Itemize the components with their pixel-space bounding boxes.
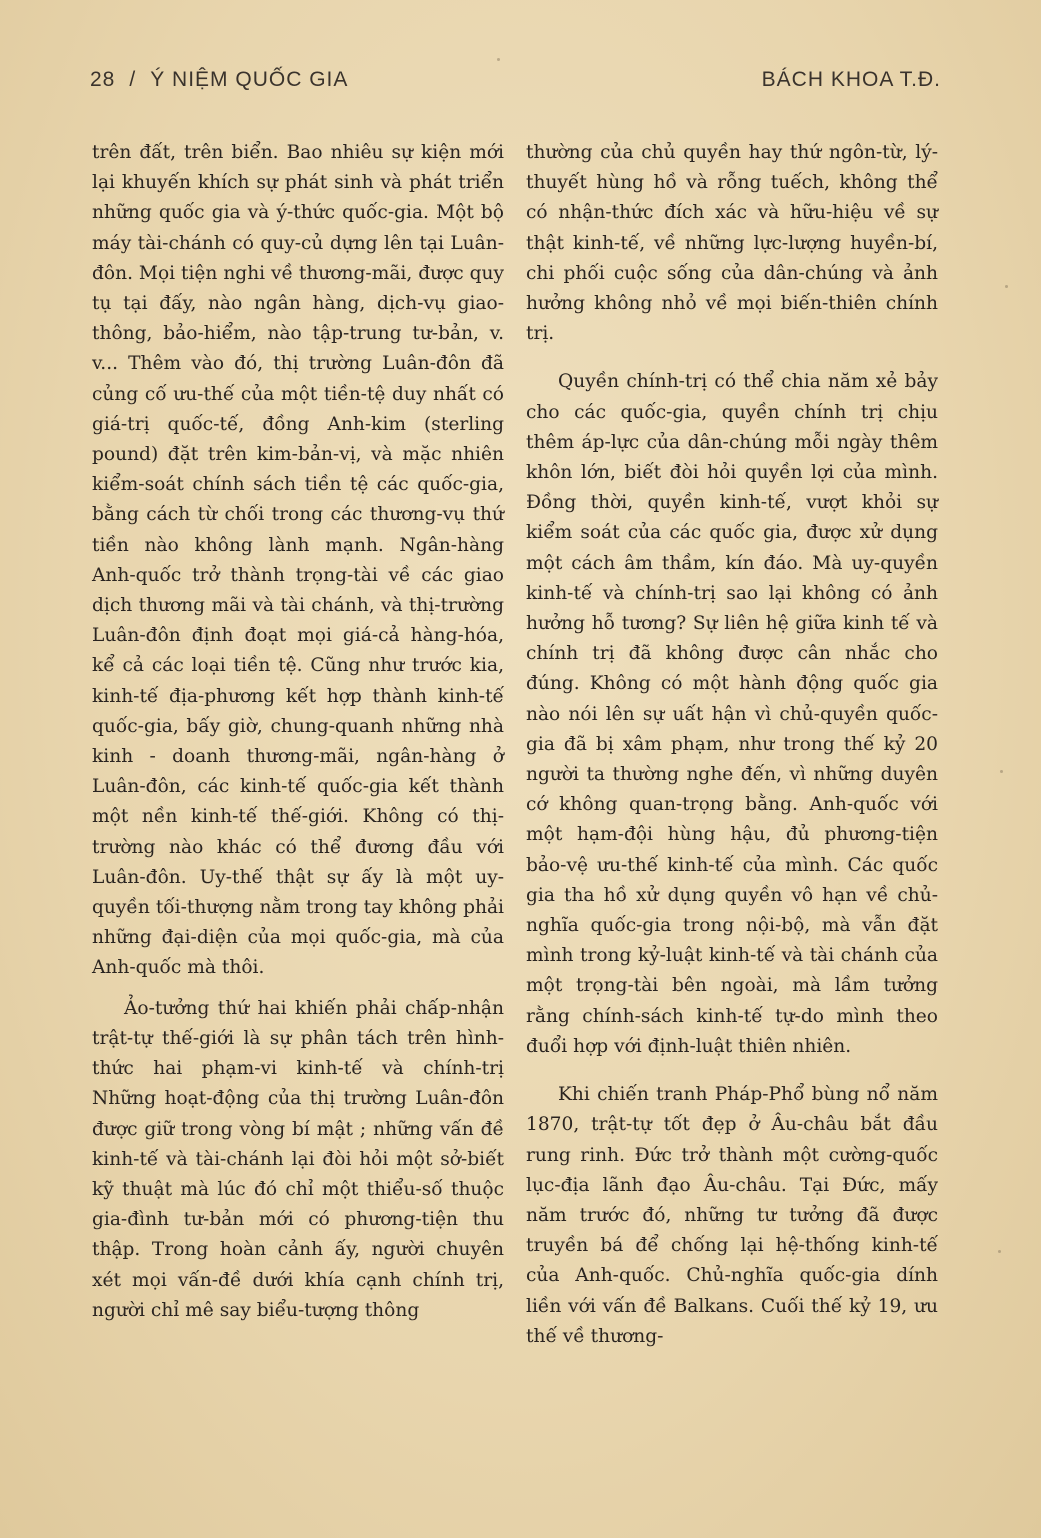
left-column	[92, 138, 504, 1326]
right-column	[526, 138, 938, 1352]
header-left	[90, 68, 348, 92]
paper-speck	[1005, 285, 1008, 288]
paragraph: trên đất, trên biển. Bao nhiêu sự kiện mới lại khuyến khích sự phát sinh và phát triển những quốc gia và ý-thức quốc-gia. Một bộ máy tài-chánh có quy-củ dựng lên tại Luân-đôn. Mọi tiện nghi về thương-mãi, được quy tụ tại đấy, nào ngân hàng, dịch-vụ giao-thông, bảo-hiểm, nào tập-trung tư-bản, v. v... Thêm vào đó, thị trường Luân-đôn đã củng cố ưu-thế của một tiền-tệ duy nhất có giá-trị quốc-tế, đồng Anh-kim (sterling pound) đặt trên kim-bản-vị, và mặc nhiên kiểm-soát chính sách tiền tệ các quốc-gia, bằng cách từ chối trong các thương-vụ thứ tiền nào không lành mạnh. Ngân-hàng Anh-quốc trở thành trọng-tài về các giao dịch thương mãi và tài chánh, và thị-trường Luân-đôn định đoạt mọi giá-cả hàng-hóa, kể cả các loại tiền tệ. Cũng như trước kia, kinh-tế địa-phương kết hợp thành kinh-tế quốc-gia, bấy giờ, chung-quanh những nhà kinh - doanh thương-mãi, ngân-hàng ở Luân-đôn, các kinh-tế quốc-gia kết thành một nền kinh-tế thế-giới. Không có thị-trường nào khác có thể đương đầu với Luân-đôn. Uy-thế thật sự ấy là một uy-quyền tối-thượng nằm trong tay không phải những đại-diện của mọi quốc-gia, mà của Anh-quốc mà thôi.	[92, 142, 504, 979]
paper-speck	[1000, 770, 1003, 773]
paragraph: Ảo-tưởng thứ hai khiến phải chấp-nhận trật-tự thế-giới là sự phân tách trên hình-thức hai phạm-vi kinh-tế và chính-trị Những hoạt-động của thị trường Luân-đôn được giữ trong vòng bí mật ; những vấn đề kinh-tế và tài-chánh lại đòi hỏi một sở-biết kỹ thuật mà lúc đó chỉ một thiểu-số thuộc gia-đình tư-bản mới có phương-tiện thu thập. Trong hoàn cảnh ấy, người chuyên xét mọi vấn-đề dưới khía cạnh chính trị, người chỉ mê say biểu-tượng thông	[92, 997, 504, 1321]
paper-speck	[998, 1250, 1001, 1253]
paper-speck	[497, 58, 500, 61]
paragraph: Quyền chính-trị có thể chia năm xẻ bảy cho các quốc-gia, quyền chính trị chịu thêm áp-lực của dân-chúng mỗi ngày thêm khôn lớn, biết đòi hỏi quyền lợi của mình. Đồng thời, quyền kinh-tế, vượt khỏi sự kiểm soát của các quốc gia, được xử dụng một cách âm thầm, kín đáo. Mà uy-quyền kinh-tế và chính-trị sao lại không có ảnh hưởng hỗ tương? Sự liên hệ giữa kinh tế và chính trị đã không được cân nhắc cho đúng. Không có một hành động quốc gia nào nói lên sự uất hận vì chủ-quyền quốc-gia đã bị xâm phạm, như trong thế kỷ 20 người ta thường nghe đến, vì những duyên cớ không quan-trọng bằng. Anh-quốc với một hạm-đội hùng hậu, đủ phương-tiện bảo-vệ ưu-thế kinh-tế của mình. Các quốc gia tha hồ xử dụng quyền vô hạn về chủ-nghĩa quốc-gia trong nội-bộ, mà vẫn đặt mình trong kỷ-luật kinh-tế và tài chánh của một trọng-tài bên ngoài, mà lầm tưởng rằng chính-sách kinh-tế tự-do mình theo đuổi hợp với định-luật thiên nhiên.	[526, 371, 938, 1057]
paragraph: Khi chiến tranh Pháp-Phổ bùng nổ năm 1870, trật-tự tốt đẹp ở Âu-châu bắt đầu rung rinh. Đức trở thành một cường-quốc lục-địa lãnh đạo Âu-châu. Tại Đức, mấy năm trước đó, những tư tưởng đã được truyền bá để chống lại hệ-thống kinh-tế của Anh-quốc. Chủ-nghĩa quốc-gia dính liền với vấn đề Balkans. Cuối thế kỷ 19, ưu thế về thương-	[526, 1084, 938, 1347]
running-header	[90, 68, 941, 102]
page-number: 28	[90, 68, 116, 91]
section-title: Ý NIỆM QUỐC GIA	[150, 68, 349, 91]
publication-title: BÁCH KHOA T.Đ.	[761, 68, 941, 91]
paragraph: thường của chủ quyền hay thứ ngôn-từ, lý-thuyết hùng hồ và rỗng tuếch, không thể có nhận-thức đích xác và hữu-hiệu về sự thật kinh-tế, về những lực-lượng huyền-bí, chi phối cuộc sống của dân-chúng và ảnh hưởng không nhỏ về mọi biến-thiên chính trị.	[526, 142, 938, 345]
header-separator: /	[129, 68, 137, 91]
